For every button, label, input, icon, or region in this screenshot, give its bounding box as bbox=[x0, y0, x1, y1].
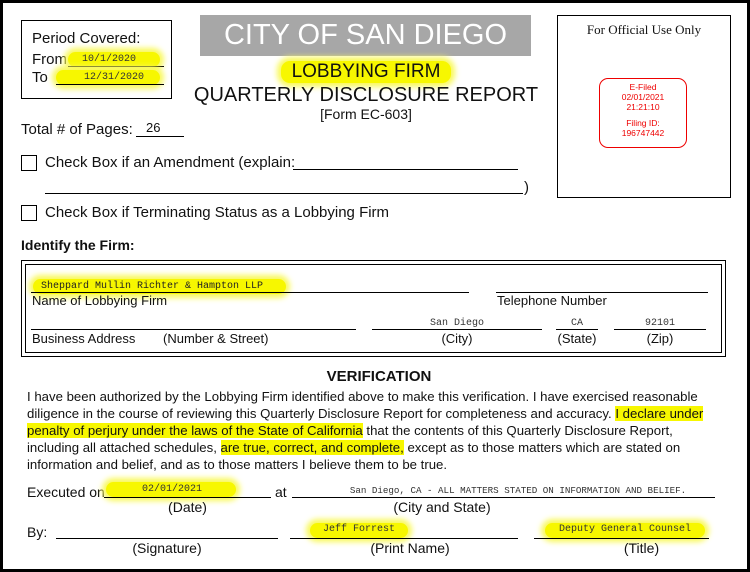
official-use-label: For Official Use Only bbox=[586, 22, 702, 37]
verification-text bbox=[27, 388, 727, 473]
identify-firm-title: Identify the Firm: bbox=[21, 237, 135, 253]
state-value: CA bbox=[570, 318, 583, 329]
zip-value: 92101 bbox=[644, 318, 675, 329]
amendment-label: Check Box if an Amendment (explain: bbox=[45, 154, 296, 171]
stamp-line-1: E-Filed bbox=[629, 82, 657, 92]
address-line bbox=[31, 329, 356, 330]
verification-p1: I have been authorized by the Lobbying Firm identified above to make this verification. I have exercised reasonable diligence in the course of reviewing this Quarterly Disclosure Report for completeness and accuracy. bbox=[27, 389, 698, 421]
amendment-line-1 bbox=[293, 169, 518, 170]
from-line bbox=[68, 66, 164, 67]
stamp-line-5: 196747442 bbox=[621, 128, 665, 138]
efiled-stamp bbox=[599, 78, 687, 148]
period-label: Period Covered: bbox=[32, 30, 141, 47]
stamp-line-3: 21:21:10 bbox=[626, 102, 660, 112]
date-caption: (Date) bbox=[168, 499, 207, 515]
city-label: (City) bbox=[441, 331, 473, 346]
city-line bbox=[372, 329, 542, 330]
by-label: By: bbox=[27, 524, 48, 540]
at-label: at bbox=[275, 484, 287, 500]
state-line bbox=[556, 329, 598, 330]
verification-perjury-highlight: I declare under penalty of perjury under the laws of the State of California bbox=[27, 406, 704, 438]
phone-label: Telephone Number bbox=[497, 293, 607, 308]
state-label: (State) bbox=[557, 331, 597, 346]
address-sublabel: (Number & Street) bbox=[163, 331, 269, 346]
place-line bbox=[292, 497, 715, 498]
print-name-line bbox=[290, 538, 518, 539]
firm-type-text: LOBBYING FIRM bbox=[291, 61, 441, 82]
date-value: 02/01/2021 bbox=[141, 484, 202, 495]
to-label: To bbox=[32, 69, 48, 86]
place-value: San Diego, CA - ALL MATTERS STATED ON INFORMATION AND BELIEF. bbox=[349, 485, 687, 496]
title-line bbox=[534, 538, 709, 539]
from-label: From bbox=[32, 51, 67, 68]
print-name-value: Jeff Forrest bbox=[322, 524, 395, 535]
pages-label: Total # of Pages: bbox=[21, 121, 133, 138]
amendment-checkbox[interactable] bbox=[21, 155, 37, 171]
verification-p3: that the contents of this Quarterly Disclosure Report, including all attached schedules, bbox=[27, 423, 673, 455]
stamp-line-2: 02/01/2021 bbox=[621, 92, 665, 102]
zip-label: (Zip) bbox=[646, 331, 674, 346]
stamp-line-4: Filing ID: bbox=[626, 118, 660, 128]
zip-line bbox=[614, 329, 706, 330]
to-value: 12/31/2020 bbox=[84, 72, 145, 83]
city-banner bbox=[200, 15, 531, 56]
print-name-caption: (Print Name) bbox=[370, 540, 450, 556]
place-caption: (City and State) bbox=[393, 499, 491, 515]
verification-title: VERIFICATION bbox=[326, 368, 432, 385]
pages-value: 26 bbox=[146, 120, 161, 135]
to-line bbox=[56, 84, 164, 85]
firm-name-value: Sheppard Mullin Richter & Hampton LLP bbox=[41, 281, 264, 292]
from-value: 10/1/2020 bbox=[82, 54, 137, 65]
city-value: San Diego bbox=[429, 318, 484, 329]
amendment-line-2 bbox=[45, 193, 523, 194]
executed-label: Executed on bbox=[27, 484, 105, 500]
terminating-label: Check Box if Terminating Status as a Lobbying Firm bbox=[45, 204, 390, 221]
report-title: QUARTERLY DISCLOSURE REPORT bbox=[193, 84, 539, 106]
amendment-close: ) bbox=[524, 179, 529, 196]
city-title: CITY OF SAN DIEGO bbox=[223, 19, 508, 51]
verification-p5: except as to those matters which are stated on information and belief, and as to those matters I believe them to be true. bbox=[27, 440, 681, 472]
date-line bbox=[104, 497, 271, 498]
verification-complete-highlight: are true, correct, and complete, bbox=[220, 440, 404, 455]
pages-line bbox=[136, 136, 184, 137]
signature-line bbox=[56, 538, 278, 539]
firm-name-label: Name of Lobbying Firm bbox=[32, 293, 168, 308]
title-value: Deputy General Counsel bbox=[558, 524, 692, 535]
form-number: [Form EC-603] bbox=[320, 106, 412, 122]
title-caption: (Title) bbox=[623, 540, 660, 556]
address-label: Business Address bbox=[32, 331, 136, 346]
terminating-checkbox[interactable] bbox=[21, 205, 37, 221]
signature-caption: (Signature) bbox=[132, 540, 202, 556]
firm-type-title bbox=[281, 61, 451, 83]
